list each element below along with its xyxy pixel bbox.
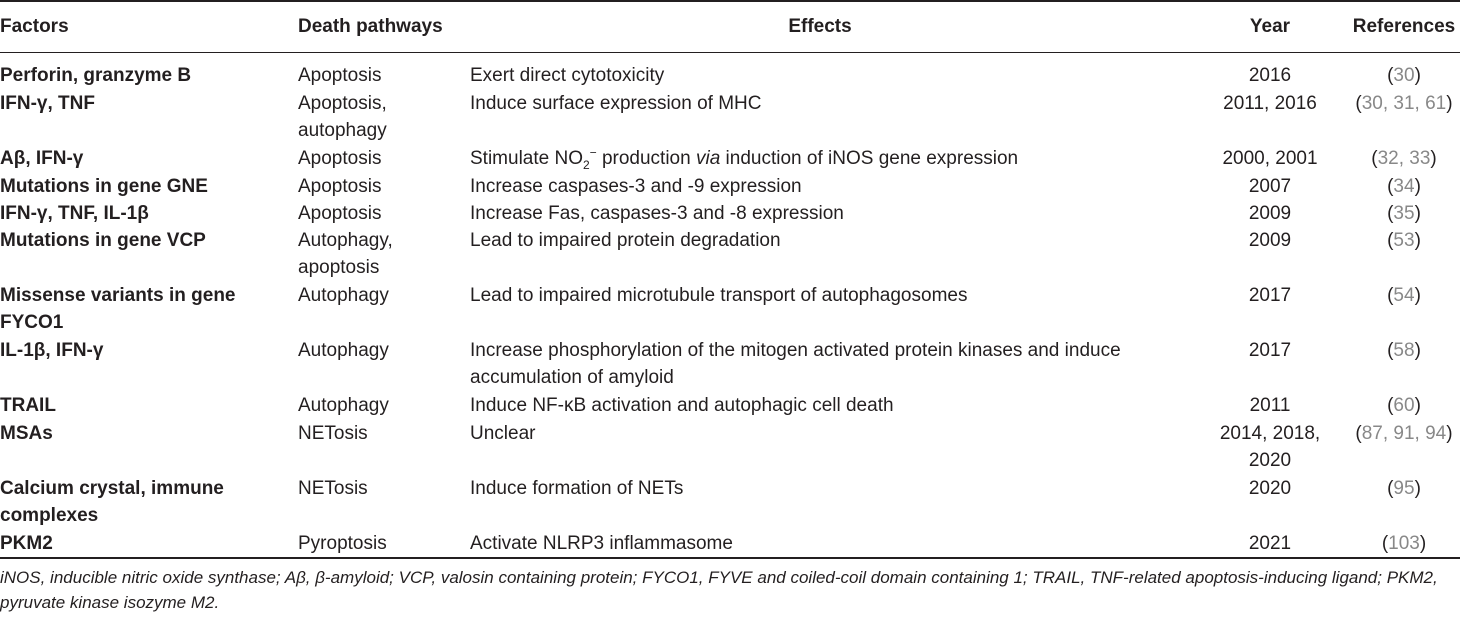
reference-cell: (30) [1387,65,1421,86]
pathway-cell: Pyroptosis [298,533,387,554]
pathway-cell: Apoptosis, autophagy [298,93,387,141]
header-effects: Effects [788,16,852,37]
reference-cell: (58) [1387,340,1421,361]
factor-cell: Mutations in gene GNE [0,176,208,197]
effect-cell: Increase Fas, caspases-3 and -8 expression [470,203,844,224]
header-factors: Factors [0,16,69,37]
factor-cell: IL-1β, IFN-γ [0,340,104,361]
factor-cell: TRAIL [0,395,56,416]
header-death-pathways: Death pathways [298,16,443,37]
factor-cell: Missense variants in gene FYCO1 [0,285,236,333]
reference-numbers[interactable]: 34 [1393,176,1415,197]
year-cell: 2009 [1248,203,1292,224]
reference-cell: (54) [1387,285,1421,306]
pathway-cell: Autophagy [298,395,389,416]
reference-numbers[interactable]: 30 [1393,65,1415,86]
reference-cell: (53) [1387,230,1421,251]
year-cell: 2007 [1248,176,1292,197]
reference-numbers[interactable]: 30, 31, 61 [1361,93,1447,114]
year-cell: 2011 [1249,395,1291,416]
effect-cell: Activate NLRP3 inflammasome [470,533,733,554]
factor-cell: IFN-γ, TNF, IL-1β [0,203,149,224]
effect-cell: Lead to impaired protein degradation [470,230,781,251]
year-cell: 2020 [1248,478,1292,499]
header-rule [0,52,1460,53]
header-references: References [1352,16,1456,37]
table-footnote: iNOS, inducible nitric oxide synthase; Aβ, β-amyloid; VCP, valosin containing protein; FYCO1, FYVE and coiled-coil domain containing 1; TRAIL, TNF-related apoptosis-inducing ligand; PKM2, pyruvate kinase isozyme M2. [0,568,1438,612]
reference-cell: (60) [1387,395,1421,416]
pathway-cell: NETosis [298,423,368,444]
factor-cell: Aβ, IFN-γ [0,148,84,169]
effect-cell: Induce surface expression of MHC [470,93,762,114]
reference-cell: (30, 31, 61) [1355,93,1453,114]
reference-cell: (35) [1387,203,1421,224]
pathway-cell: Apoptosis [298,65,382,86]
reference-cell: (34) [1387,176,1421,197]
pathway-cell: Apoptosis [298,148,382,169]
pathway-cell: NETosis [298,478,368,499]
effect-cell: Induce formation of NETs [470,478,684,499]
bottom-rule [0,557,1460,559]
pathway-cell: Autophagy, apoptosis [298,230,393,278]
year-cell: 2014, 2018, 2020 [1219,423,1321,471]
pathway-cell: Apoptosis [298,203,382,224]
factor-cell: MSAs [0,423,53,444]
reference-cell: (87, 91, 94) [1355,423,1453,444]
year-cell: 2011, 2016 [1223,93,1317,114]
year-cell: 2009 [1248,230,1292,251]
year-cell: 2017 [1248,340,1292,361]
reference-numbers[interactable]: 32, 33 [1377,148,1431,169]
pathway-cell: Autophagy [298,285,389,306]
reference-cell: (103) [1381,533,1427,554]
reference-numbers[interactable]: 95 [1393,478,1415,499]
effect-cell: Stimulate $NO_2^-$ production via induction of iNOS gene expression [470,145,1019,172]
reference-cell: (32, 33) [1371,148,1437,169]
reference-numbers[interactable]: 58 [1393,340,1415,361]
reference-cell: (95) [1387,478,1421,499]
reference-numbers[interactable]: 87, 91, 94 [1361,423,1447,444]
year-cell: 2021 [1248,533,1292,554]
header-year: Year [1249,16,1291,37]
factor-cell: Perforin, granzyme B [0,65,192,86]
pathway-cell: Apoptosis [298,176,382,197]
reference-numbers[interactable]: 35 [1393,203,1415,224]
pathway-cell: Autophagy [298,340,389,361]
effect-cell: Unclear [470,423,536,444]
top-rule [0,0,1460,2]
reference-numbers[interactable]: 60 [1393,395,1415,416]
factor-cell: Calcium crystal, immune complexes [0,478,224,526]
effect-cell: Lead to impaired microtubule transport of autophagosomes [470,285,968,306]
effect-cell: Increase caspases-3 and -9 expression [470,176,802,197]
year-cell: 2016 [1248,65,1292,86]
effect-cell: Exert direct cytotoxicity [470,65,665,86]
year-cell: 2017 [1248,285,1292,306]
factor-cell: Mutations in gene VCP [0,230,206,251]
effect-cell: Induce NF-κB activation and autophagic cell death [470,395,894,416]
reference-numbers[interactable]: 103 [1388,533,1420,554]
factor-cell: PKM2 [0,533,53,554]
year-cell: 2000, 2001 [1222,148,1318,169]
factor-cell: IFN-γ, TNF [0,93,95,114]
effect-cell: Increase phosphorylation of the mitogen activated protein kinases and induce accumulation of amyloid [470,340,1121,388]
reference-numbers[interactable]: 54 [1393,285,1415,306]
reference-numbers[interactable]: 53 [1393,230,1415,251]
